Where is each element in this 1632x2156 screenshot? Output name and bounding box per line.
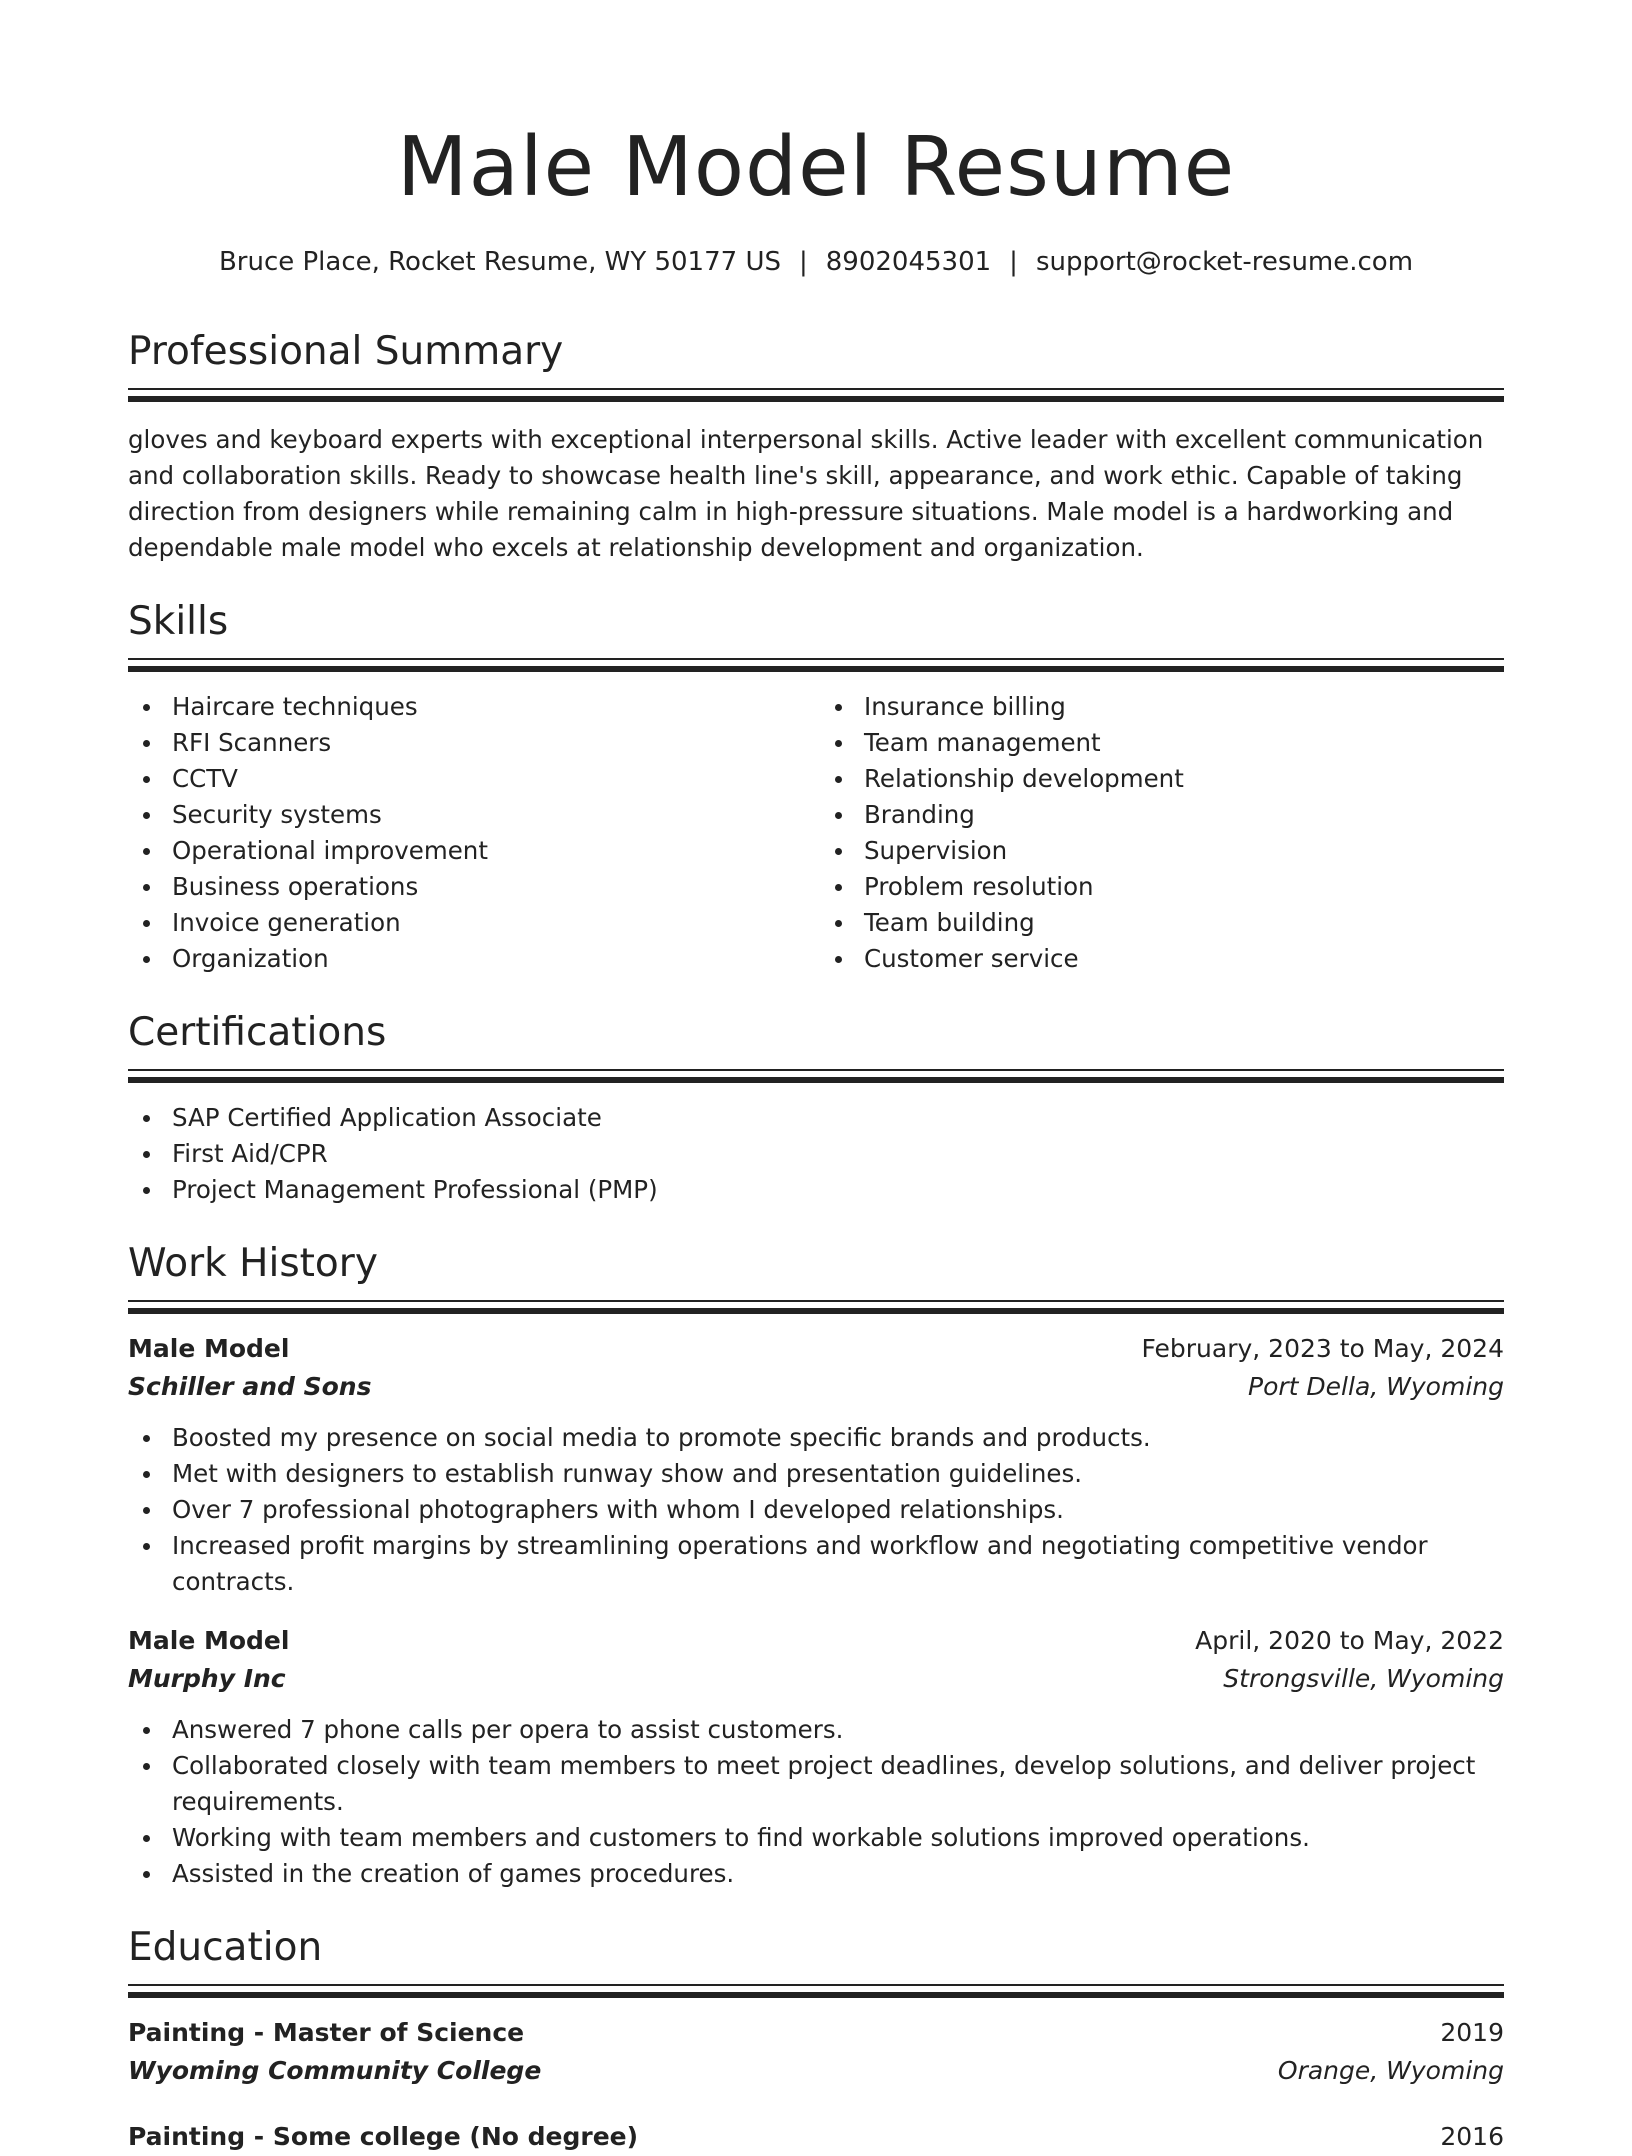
job-bullet: Answered 7 phone calls per opera to assist customers. — [172, 1712, 1504, 1748]
job-bullets — [128, 1712, 1504, 1892]
education-entry — [128, 2014, 1504, 2090]
skill-item: Team management — [864, 725, 1504, 761]
summary-text: gloves and keyboard experts with exceptional interpersonal skills. Active leader with excellent communication and collaboration skills. Ready to showcase health line's skill, appearance, and work ethic. Capable of taking direction from designers while remaining calm in high-pressure situations. Male model is a hardworking and dependable male model who excels at relationship development and organization. — [128, 425, 1484, 562]
job-bullet: Over 7 professional photographers with whom I developed relationships. — [172, 1492, 1504, 1528]
certifications-list — [128, 1100, 1504, 1208]
skills-list-left — [128, 689, 816, 977]
section-divider — [128, 388, 1504, 402]
certification-item: Project Management Professional (PMP) — [172, 1172, 1504, 1208]
education-entry — [128, 2118, 1504, 2156]
contact-address: Bruce Place, Rocket Resume, WY 50177 US — [218, 247, 781, 277]
section-heading-skills: Skills — [128, 599, 229, 644]
job-bullet: Assisted in the creation of games procedures. — [172, 1856, 1504, 1892]
work-history-section — [128, 1240, 1504, 1892]
job-entry — [128, 1330, 1504, 1600]
job-title: Male Model — [128, 1334, 290, 1363]
contact-phone: 8902045301 — [825, 247, 992, 277]
job-bullet: Met with designers to establish runway show and presentation guidelines. — [172, 1456, 1504, 1492]
section-divider — [128, 1069, 1504, 1083]
job-bullets — [128, 1420, 1504, 1600]
section-divider — [128, 1300, 1504, 1314]
skill-item: Relationship development — [864, 761, 1504, 797]
education-degree: Painting - Master of Science — [128, 2018, 525, 2047]
education-school: Wyoming Community College — [128, 2056, 542, 2085]
resume-title: Male Model Resume — [396, 120, 1236, 215]
skill-item: CCTV — [172, 761, 816, 797]
job-company: Murphy Inc — [128, 1664, 286, 1693]
job-entry — [128, 1622, 1504, 1892]
contact-separator: | — [1009, 247, 1018, 277]
education-degree: Painting - Some college (No degree) — [128, 2122, 639, 2151]
skills-section — [128, 598, 1504, 977]
skill-item: Security systems — [172, 797, 816, 833]
summary-section — [128, 328, 1504, 566]
section-heading-education: Education — [128, 1925, 323, 1970]
skill-item: RFI Scanners — [172, 725, 816, 761]
skill-item: Operational improvement — [172, 833, 816, 869]
certifications-section — [128, 1009, 1504, 1208]
education-location: Orange, Wyoming — [1277, 2056, 1504, 2085]
job-bullet: Increased profit margins by streamlining operations and workflow and negotiating competitive vendor contracts. — [172, 1528, 1504, 1600]
section-heading-work-history: Work History — [128, 1241, 378, 1286]
job-location: Port Della, Wyoming — [1248, 1372, 1504, 1401]
section-divider — [128, 1984, 1504, 1998]
section-divider — [128, 658, 1504, 672]
skill-item: Customer service — [864, 941, 1504, 977]
contact-line — [128, 244, 1504, 280]
section-heading-certifications: Certifications — [128, 1010, 387, 1055]
job-title: Male Model — [128, 1626, 290, 1655]
certification-item: First Aid/CPR — [172, 1136, 1504, 1172]
job-dates: February, 2023 to May, 2024 — [1141, 1334, 1504, 1363]
job-bullet: Working with team members and customers to find workable solutions improved operations. — [172, 1820, 1504, 1856]
job-company: Schiller and Sons — [128, 1372, 372, 1401]
job-bullet: Boosted my presence on social media to promote specific brands and products. — [172, 1420, 1504, 1456]
contact-email: support@rocket-resume.com — [1035, 247, 1414, 277]
contact-separator: | — [798, 247, 808, 277]
skill-item: Business operations — [172, 869, 816, 905]
section-heading-summary: Professional Summary — [128, 329, 564, 374]
education-year: 2019 — [1440, 2018, 1504, 2047]
education-section — [128, 1924, 1504, 2156]
skill-item: Problem resolution — [864, 869, 1504, 905]
job-location: Strongsville, Wyoming — [1223, 1664, 1504, 1693]
skill-item: Supervision — [864, 833, 1504, 869]
education-year: 2016 — [1440, 2122, 1504, 2151]
skill-item: Insurance billing — [864, 689, 1504, 725]
skill-item: Haircare techniques — [172, 689, 816, 725]
skill-item: Invoice generation — [172, 905, 816, 941]
skills-list-right — [816, 689, 1504, 977]
certification-item: SAP Certified Application Associate — [172, 1100, 1504, 1136]
skills-grid — [128, 689, 1504, 977]
skill-item: Team building — [864, 905, 1504, 941]
skill-item: Branding — [864, 797, 1504, 833]
job-bullet: Collaborated closely with team members to meet project deadlines, develop solutions, and deliver project requirements. — [172, 1748, 1504, 1820]
skill-item: Organization — [172, 941, 816, 977]
job-dates: April, 2020 to May, 2022 — [1195, 1626, 1504, 1655]
